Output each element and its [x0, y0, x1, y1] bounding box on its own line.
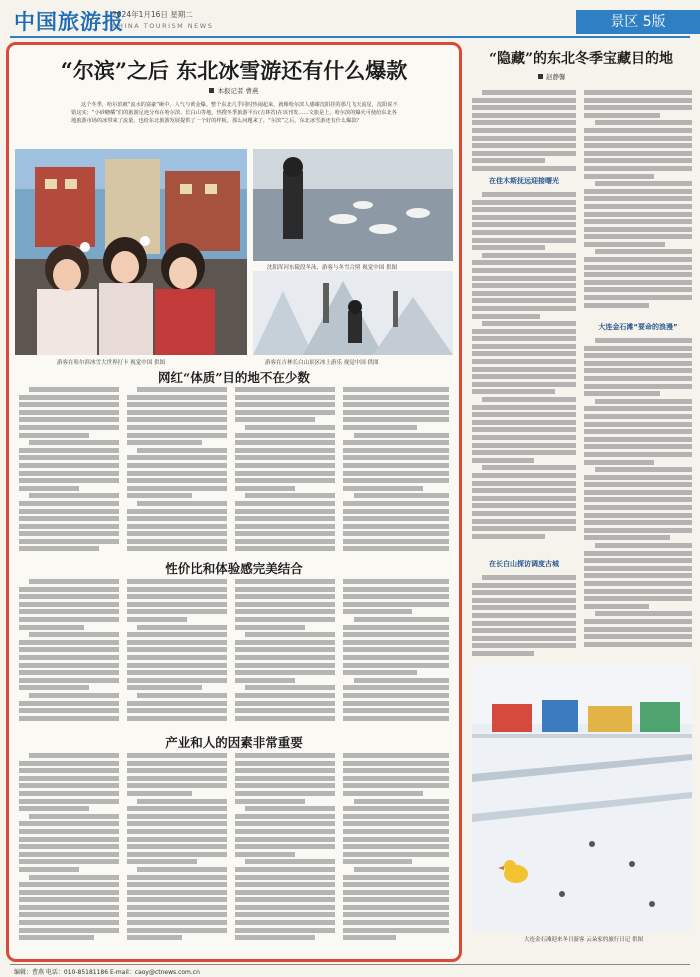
side-byline-text: 赵静馨 [546, 73, 566, 81]
issue-date: 2024年1月16日 星期二 [112, 10, 193, 19]
masthead-rule [10, 36, 690, 38]
photo-caption-shenyang: 沈阳浑河东陵段冬泳，游客与冬雪合照 视觉中国 供图 [267, 265, 397, 271]
section2-col1 [19, 579, 119, 729]
side-col1-a [472, 90, 576, 172]
side-section-title-3: 大连金石滩“要命的浪漫” [598, 323, 678, 331]
main-article-title: “尔滨”之后 东北冰雪游还有什么爆款 [60, 58, 408, 83]
main-lead-text: 这个冬季，哈尔滨被“流水的富豪”砸中，人气与黄金爆。整个东北几乎同时热闹起来，就像哈尔滨人感谢沈阳挂的那几飞天流星，沈阳说不错这实；“小砂糖橘”们的旅游足迹分布在哈尔滨、长白山等地，热搜冬季旅游平台(吉林省)在该刊发……文旅是上，哈尔滨的爆火可使给东北各地旅游市场的冰带来了流量，也给东北旅游发展提供了一个好的样板。那么问题来了，“尔滨”之后，东北冰雪游还有什么爆款？ [71, 102, 398, 125]
section3-col4 [343, 753, 449, 953]
pen-icon [538, 74, 543, 79]
section3-col3 [235, 753, 335, 953]
photo-caption-changbai: 游客在吉林长白山景区冰上游乐 视觉中国 供图 [265, 360, 379, 366]
newspaper-logo: 中国旅游报 [14, 9, 124, 34]
section-title-2: 性价比和体验感完美结合 [165, 561, 303, 576]
section-tab: 景区 5版 [576, 10, 700, 34]
section-title-1: 网红“体质”目的地不在少数 [158, 370, 310, 385]
section2-col3 [235, 579, 335, 729]
side-col2-b [584, 338, 692, 658]
side-article-title: “隐藏”的东北冬季宝藏目的地 [488, 51, 674, 67]
section1-col4 [343, 387, 449, 555]
section1-col3 [235, 387, 335, 555]
section2-col2 [127, 579, 227, 729]
section3-col1 [19, 753, 119, 953]
main-article-lead [71, 101, 401, 143]
side-article-byline [538, 72, 566, 81]
side-col2-a [584, 90, 692, 316]
masthead [0, 0, 700, 40]
side-col1-b [472, 192, 576, 554]
photo-shenyang-river [253, 149, 453, 261]
side-section-title-2: 在长白山探访调度古城 [489, 560, 559, 568]
footer-rule [10, 964, 690, 965]
pen-icon [209, 88, 214, 93]
section3-col2 [127, 753, 227, 953]
footer-credits: 编辑：曹燕 电话：010-85181186 E-mail：caoy@ctnews.com.cn [14, 969, 200, 976]
section-title-3: 产业和人的因素非常重要 [165, 735, 303, 750]
section1-col2 [127, 387, 227, 555]
photo-harbin-tourists [15, 149, 247, 355]
section1-col1 [19, 387, 119, 555]
main-article-byline [9, 86, 459, 95]
photo-caption-harbin: 游客在哈尔滨冰雪大世界打卡 视觉中国 供图 [57, 360, 165, 366]
photo-changbai-snow [253, 271, 453, 355]
photo-dalian-jinshitan [472, 664, 692, 932]
side-section-title-1: 在佳木斯抚远迎接曙光 [489, 177, 559, 185]
side-col1-c [472, 575, 576, 657]
english-title: CHINA TOURISM NEWS [112, 22, 214, 30]
main-byline-text: 本报记者 曹燕 [217, 87, 259, 95]
section2-col4 [343, 579, 449, 729]
main-article-box [6, 42, 462, 962]
photo-caption-dalian: 大连金石滩迎来冬日游客 云朵家的旅行日记 供图 [524, 937, 643, 943]
